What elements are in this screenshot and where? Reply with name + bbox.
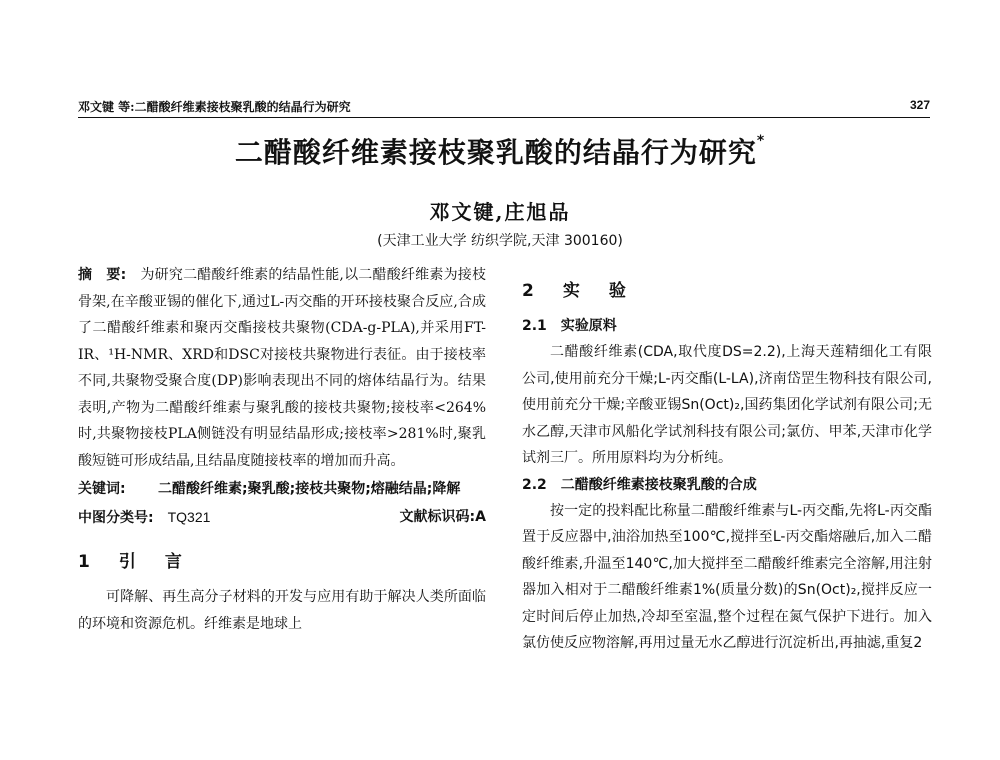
abstract: [78, 262, 486, 474]
experiment-heading: 2 实 验: [522, 281, 632, 301]
doc-code-label: 文献标识码:: [399, 509, 476, 525]
synthesis-paragraph: 按一定的投料配比称量二醋酸纤维素与L-丙交酯,先将L-丙交酯置于反应器中,油浴加热至100℃,搅拌至L-丙交酯熔融后,加入二醋酸纤维素,升温至140℃,加大搅拌至二醋酸纤维素完全溶解,用注射器加入相对于二醋酸纤维素1%(质量分数)的Sn(Oct)₂,搅拌反应一定时间后停止加热,冷却至室温,整个过程在氮气保护下进行。加入氯仿使反应物溶解,再用过量无水乙醇进行沉淀析出,再抽滤,重复2: [522, 502, 932, 651]
running-header: [78, 98, 930, 115]
doc-code: [400, 506, 486, 528]
classification-line: [78, 506, 486, 529]
intro-paragraph: 可降解、再生高分子材料的开发与应用有助于解决人类所面临的环境和资源危机。纤维素是地球上: [78, 589, 486, 632]
running-title: 邓文键 等:二醋酸纤维素接枝聚乳酸的结晶行为研究: [78, 100, 351, 114]
paper-title-text: 二醋酸纤维素接枝聚乳酸的结晶行为研究: [234, 136, 757, 169]
keywords: [78, 476, 486, 502]
clc-label: 中图分类号:: [78, 510, 154, 526]
materials-paragraph: 二醋酸纤维素(CDA,取代度DS=2.2),上海天莲精细化工有限公司,使用前充分干燥;L-丙交酯(L-LA),济南岱罡生物科技有限公司,使用前充分干燥;辛酸亚锡Sn(Oct)₂,国药集团化学试剂有限公司;无水乙醇,天津市风船化学试剂科技有限公司;氯仿、甲苯,天津市化学试剂三厂。所用原料均为分析纯。: [522, 344, 932, 466]
paper-authors: 邓文键,庄旭品: [429, 200, 571, 224]
title-footnote-mark: *: [756, 133, 766, 149]
clc-value: TQ321: [167, 509, 211, 525]
synthesis-heading: 2.2 二醋酸纤维素接枝聚乳酸的合成: [522, 476, 757, 493]
right-column: [522, 276, 932, 657]
paper-title: [0, 131, 1000, 171]
intro-heading: 1 引 言: [78, 552, 188, 572]
header-rule: [78, 117, 930, 118]
abstract-text: 为研究二醋酸纤维素的结晶性能,以二醋酸纤维素为接枝骨架,在辛酸亚锡的催化下,通过L-丙交酯的开环接枝聚合反应,合成了二醋酸纤维素和聚丙交酯接枝共聚物(CDA-g-PLA),并采用FT-IR、¹H-NMR、XRD和DSC对接枝共聚物进行表征。由于接枝率不同,共聚物受聚合度(DP)影响表现出不同的熔体结晶行为。结果表明,产物为二醋酸纤维素与聚乳酸的接枝共聚物;接枝率<264%时,共聚物接枝PLA侧链没有明显结晶形成;接枝率>281%时,聚乳酸短链可形成结晶,且结晶度随接枝率的增加而升高。: [78, 267, 487, 469]
page-number: 327: [909, 98, 930, 112]
keywords-text: 二醋酸纤维素;聚乳酸;接枝共聚物;熔融结晶;降解: [158, 481, 461, 497]
materials-heading: 2.1 实验原料: [522, 318, 617, 334]
abstract-label: 摘 要:: [78, 267, 127, 283]
keywords-label: 关键词:: [78, 481, 126, 497]
doc-code-value: A: [475, 509, 486, 525]
left-column: [78, 262, 486, 637]
paper-affiliation: (天津工业大学 纺织学院,天津 300160): [377, 233, 623, 249]
